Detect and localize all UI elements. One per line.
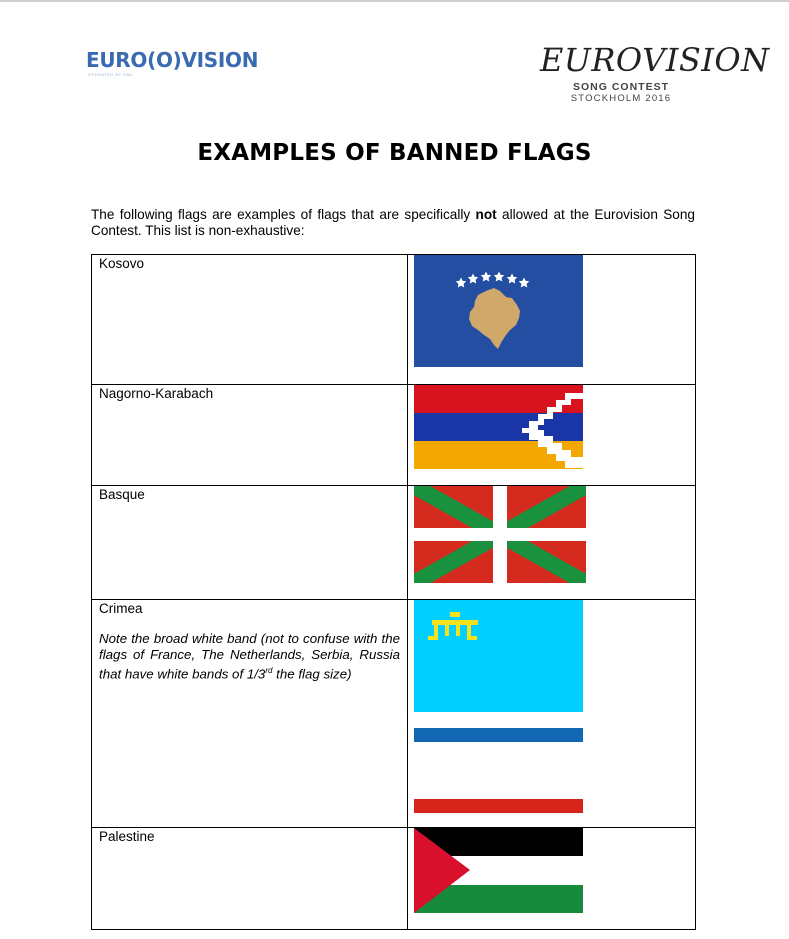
flag-name-cell (92, 600, 408, 828)
crimean-tatar-flag-icon (414, 600, 583, 712)
flag-name-basque: Basque (99, 487, 145, 502)
table-row-basque (92, 486, 696, 600)
flag-name-palestine: Palestine (99, 829, 155, 844)
intro-text-bold: not (475, 207, 497, 222)
flag-name-cell (92, 255, 408, 385)
flag-image-cell (408, 600, 696, 828)
flag-name-cell (92, 385, 408, 486)
palestine-flag-icon (414, 828, 583, 913)
flag-name-cell (92, 828, 408, 930)
nagorno-karabach-flag-icon (414, 385, 583, 469)
crimea-flag-icon (414, 728, 583, 813)
flag-name-nagorno-karabach: Nagorno-Karabach (99, 386, 214, 401)
crimea-note (99, 631, 400, 682)
table-row-crimea (92, 600, 696, 828)
flag-name-crimea: Crimea (99, 601, 143, 616)
page-title: EXAMPLES OF BANNED FLAGS (197, 140, 592, 166)
eurovision-script-logo (540, 40, 770, 80)
eurovision-logo-subtext: OPERATED BY EBU (88, 72, 133, 77)
flag-image-cell (408, 385, 696, 486)
eurovision-song-contest-logo (540, 40, 770, 104)
intro-text-before: The following flags are examples of flags that are specifically (91, 207, 476, 222)
top-border-line (0, 0, 789, 2)
crimea-note-text: Note the broad white band (not to confuse with the flags of France, The Netherlands, Serbia, Russia that have white bands of 1/3 (99, 631, 400, 682)
table-row-nagorno-karabach (92, 385, 696, 486)
song-contest-label: SONG CONTEST (572, 81, 669, 93)
intro-paragraph (91, 207, 695, 239)
intro-text-after: allowed at the Eurovision Song Contest. This list is non-exhaustive: (91, 207, 695, 238)
table-row-kosovo (92, 255, 696, 385)
flag-image-cell (408, 255, 696, 385)
flag-name-kosovo: Kosovo (99, 256, 145, 271)
flag-image-cell (408, 828, 696, 930)
eurovision-ebu-logo (86, 48, 258, 77)
eurovision-logo-text: EURO(O)VISION (86, 48, 259, 72)
kosovo-flag-icon (414, 255, 583, 367)
table-row-palestine (92, 828, 696, 930)
eurovision-script-text: EUROVISION (540, 41, 770, 79)
crimea-note-text-end: the flag size) (272, 666, 352, 682)
crimea-note-superscript: rd (265, 666, 273, 675)
flag-image-cell (408, 486, 696, 600)
stockholm-2016-label: STOCKHOLM 2016 (570, 93, 672, 104)
banned-flags-table (91, 254, 696, 930)
flag-name-cell (92, 486, 408, 600)
basque-flag-icon (414, 486, 586, 583)
